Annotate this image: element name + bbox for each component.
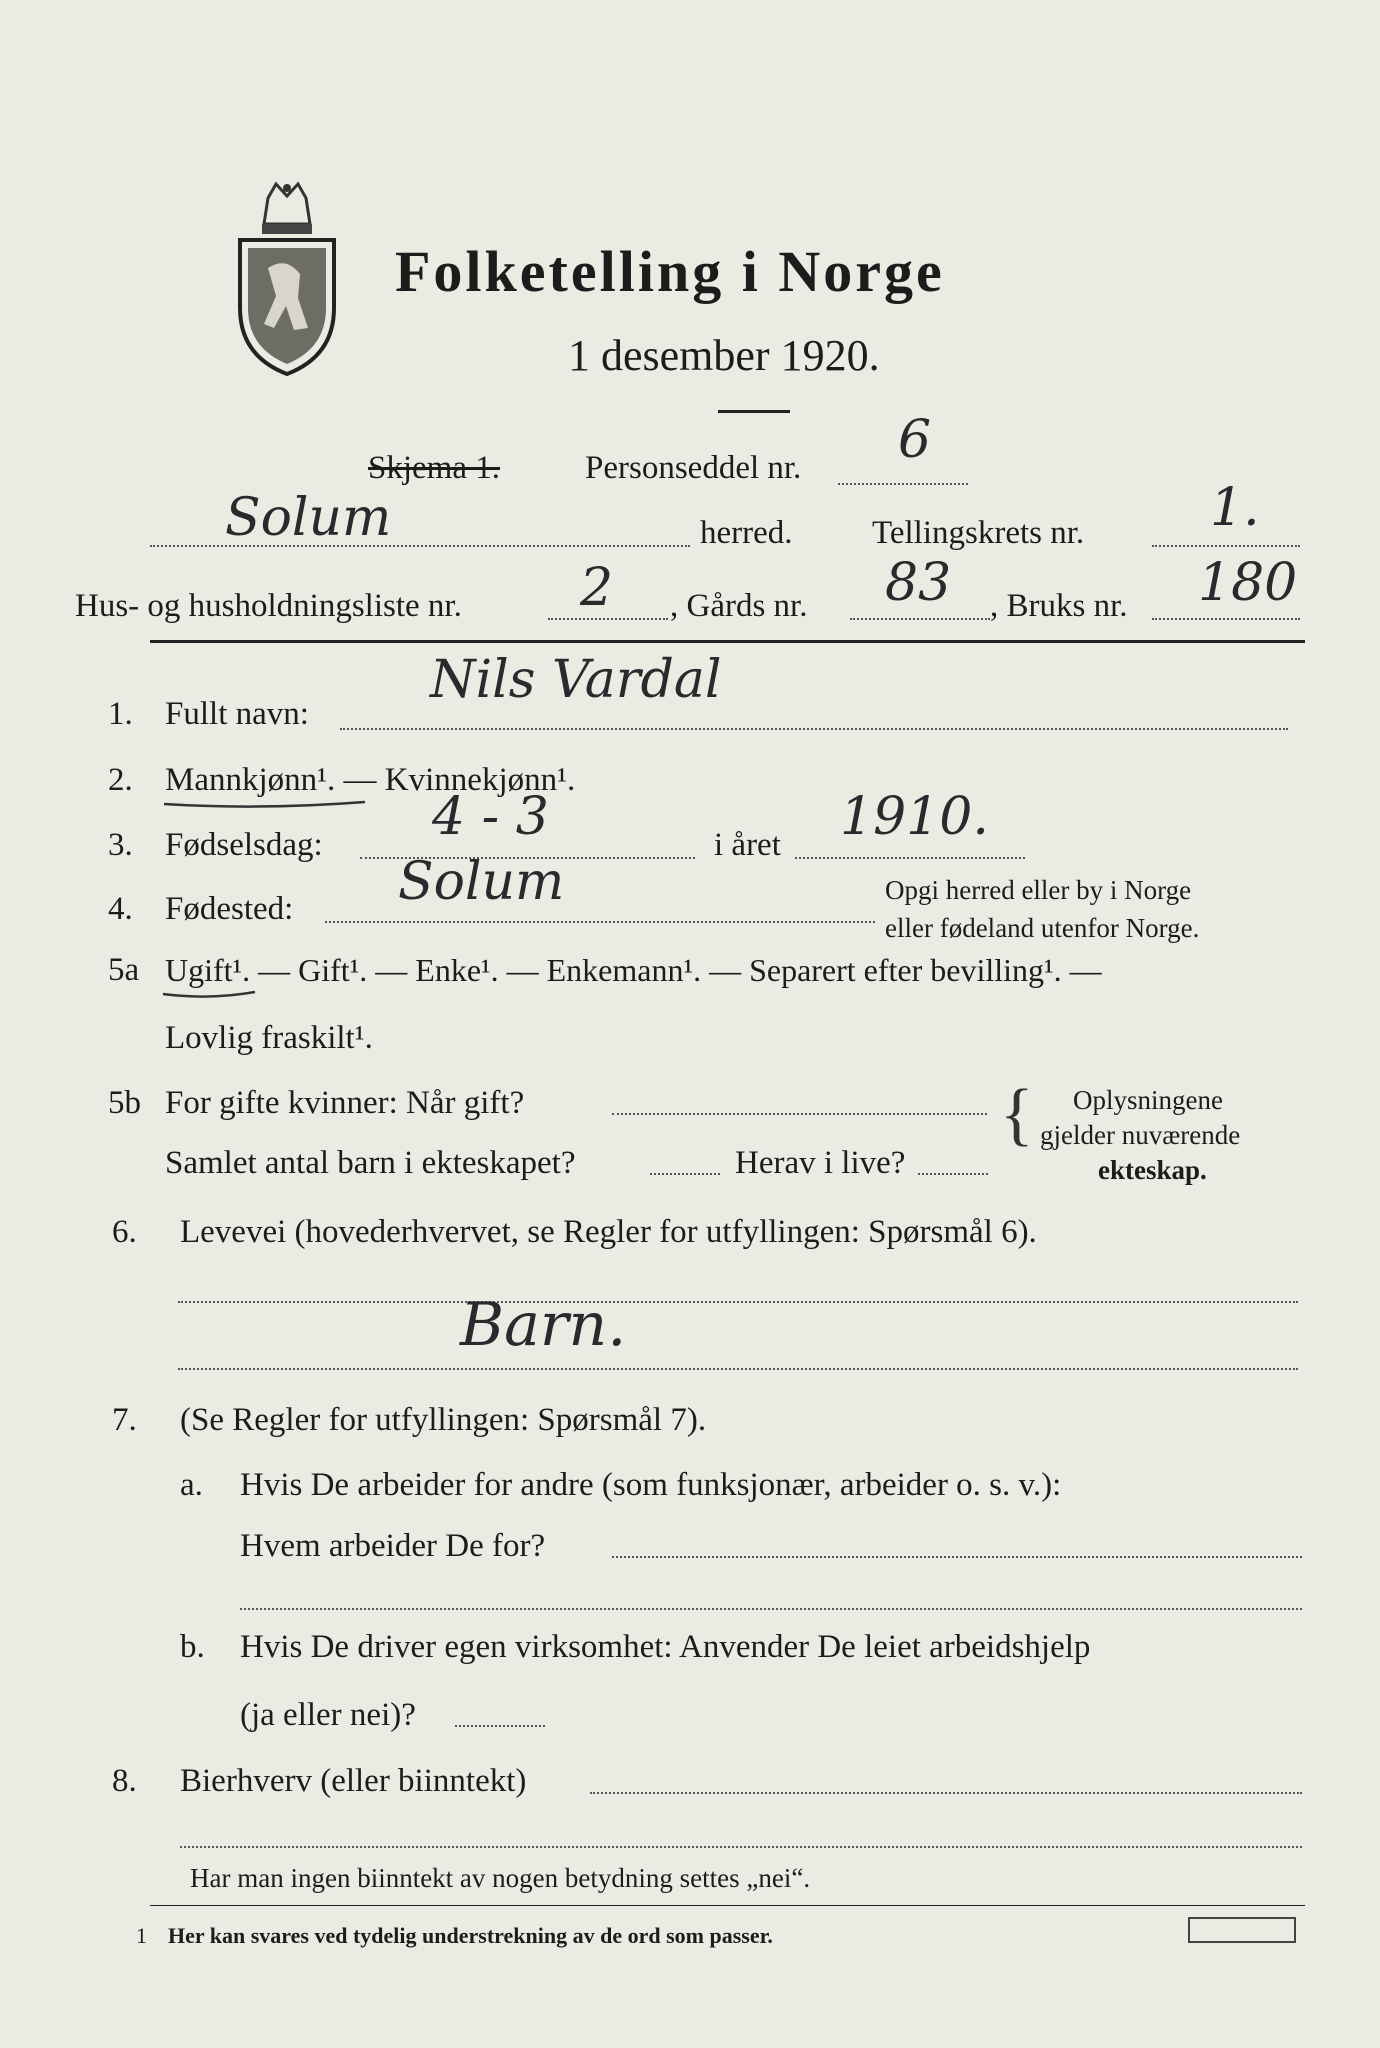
q2-number: 2.	[108, 762, 133, 798]
bruks-value: 180	[1198, 553, 1298, 613]
coat-of-arms-icon	[228, 178, 346, 378]
q5b-number: 5b	[108, 1085, 141, 1121]
footnote-divider	[150, 1905, 1305, 1906]
q8-note: Har man ingen biinntekt av nogen betydning settes „nei“.	[190, 1863, 811, 1893]
married-when-field[interactable]	[612, 1113, 987, 1115]
side-income-field-2[interactable]	[180, 1846, 1302, 1848]
birthyear-field[interactable]	[795, 857, 1025, 859]
full-name-value: Nils Vardal	[430, 650, 722, 710]
skjema-label: Skjema 1.	[368, 450, 500, 486]
q4-note-1: Opgi herred eller by i Norge	[885, 875, 1192, 905]
printer-stamp	[1188, 1917, 1296, 1943]
q8-number: 8.	[112, 1763, 137, 1799]
gards-label: , Gårds nr.	[670, 588, 808, 624]
tellingskrets-value: 1.	[1210, 478, 1260, 538]
mannkjonn-underline	[160, 796, 370, 812]
gards-value: 83	[885, 553, 952, 613]
hus-label: Hus- og husholdningsliste nr.	[75, 588, 462, 624]
q5a-number: 5a	[108, 952, 140, 988]
q2-label: Mannkjønn¹. — Kvinnekjønn¹.	[165, 762, 576, 798]
q5a-label-2: Lovlig fraskilt¹.	[165, 1020, 373, 1056]
employer-field-2[interactable]	[240, 1608, 1302, 1610]
q4-note-2: eller fødeland utenfor Norge.	[885, 913, 1200, 943]
birthdate-value: 4 - 3	[432, 787, 549, 847]
personseddel-value: 6	[898, 410, 932, 470]
occupation-field-1[interactable]	[178, 1301, 1298, 1303]
intro-divider	[150, 640, 1305, 643]
full-name-field[interactable]	[340, 728, 1288, 730]
q7a-label: Hvis De arbeider for andre (som funksjonær, arbeider o. s. v.):	[240, 1467, 1062, 1503]
q7a-number: a.	[180, 1467, 203, 1503]
bruks-label: , Bruks nr.	[990, 588, 1128, 624]
side-income-field-1[interactable]	[590, 1792, 1302, 1794]
employer-field-1[interactable]	[612, 1556, 1302, 1558]
q4-number: 4.	[108, 891, 133, 927]
birthplace-value: Solum	[398, 852, 565, 912]
ugift-underline	[160, 986, 260, 1002]
q5b-note-1: Oplysningene	[1073, 1085, 1223, 1115]
tellingskrets-label: Tellingskrets nr.	[872, 515, 1085, 551]
q7-label: (Se Regler for utfyllingen: Spørsmål 7).	[180, 1402, 707, 1438]
gards-field[interactable]	[850, 618, 990, 620]
q5b-note-2: gjelder nuværende	[1040, 1120, 1241, 1150]
personseddel-label: Personseddel nr.	[585, 450, 802, 486]
q3-year-label: i året	[714, 827, 781, 863]
q7b-label-2: (ja eller nei)?	[240, 1697, 416, 1733]
footnote-marker: 1	[136, 1923, 147, 1948]
q7b-label: Hvis De driver egen virksomhet: Anvender De leiet arbeidshjelp	[240, 1629, 1091, 1665]
children-alive-field[interactable]	[918, 1173, 988, 1175]
q5b-note-3: ekteskap.	[1098, 1155, 1207, 1185]
q6-number: 6.	[112, 1214, 137, 1250]
occupation-field-2[interactable]	[178, 1368, 1298, 1370]
q5b-brace: {	[1000, 1076, 1034, 1153]
birthplace-field[interactable]	[325, 921, 875, 923]
form-date: 1 desember 1920.	[568, 331, 880, 380]
q1-number: 1.	[108, 696, 133, 732]
q1-label: Fullt navn:	[165, 696, 309, 732]
q7a-label-2: Hvem arbeider De for?	[240, 1528, 546, 1564]
hus-field[interactable]	[548, 618, 668, 620]
q6-label: Levevei (hovederhvervet, se Regler for utfyllingen: Spørsmål 6).	[180, 1214, 1037, 1250]
q4-label: Fødested:	[165, 891, 294, 927]
q5b-label: For gifte kvinner: Når gift?	[165, 1085, 525, 1121]
hus-value: 2	[580, 558, 614, 618]
q7b-number: b.	[180, 1629, 205, 1665]
occupation-value: Barn.	[460, 1290, 627, 1360]
herred-label: herred.	[700, 515, 793, 551]
form-title: Folketelling i Norge	[395, 239, 945, 304]
q7-number: 7.	[112, 1402, 137, 1438]
q5b-label-3: Herav i live?	[735, 1145, 906, 1181]
personseddel-field[interactable]	[838, 483, 968, 485]
tellingskrets-field[interactable]	[1152, 545, 1300, 547]
bruks-field[interactable]	[1152, 618, 1300, 620]
birthyear-value: 1910.	[840, 787, 989, 847]
hired-help-field[interactable]	[455, 1725, 545, 1727]
title-divider	[718, 410, 790, 413]
children-total-field[interactable]	[650, 1173, 720, 1175]
footnote-text: Her kan svares ved tydelig understrekning av de ord som passer.	[168, 1923, 773, 1948]
herred-value: Solum	[225, 488, 392, 548]
q3-label: Fødselsdag:	[165, 827, 323, 863]
q3-number: 3.	[108, 827, 133, 863]
q5b-label-2: Samlet antal barn i ekteskapet?	[165, 1145, 576, 1181]
q8-label: Bierhverv (eller biinntekt)	[180, 1763, 527, 1799]
q5a-label: Ugift¹. — Gift¹. — Enke¹. — Enkemann¹. — Separert efter bevilling¹. —	[165, 952, 1102, 988]
